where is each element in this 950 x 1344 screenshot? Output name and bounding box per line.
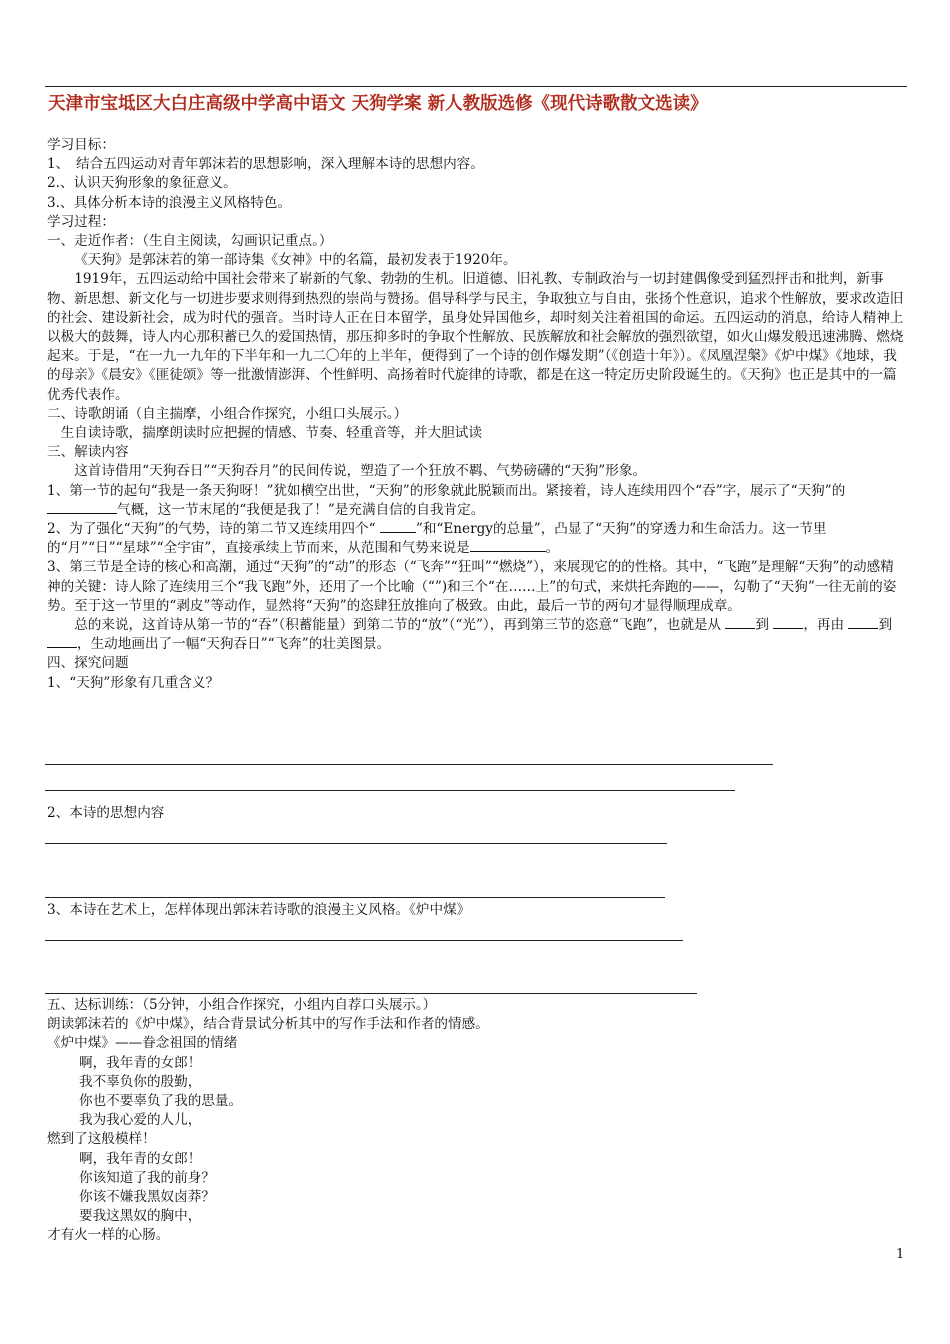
objectives-heading: 学习目标： [47,137,115,153]
section-4-question-2: 2、本诗的思想内容 [47,805,165,821]
poem-line: 啊，我年青的女郎！ [79,1054,202,1071]
section-2-heading: 二、诗歌朗诵（自主揣摩，小组合作探究，小组口头展示。） [47,405,408,422]
poem-line: 你该知道了我的前身？ [79,1169,215,1186]
objective-1: 1、 结合五四运动对青年郭沫若的思想影响，深入理解本诗的思想内容。 [47,156,484,173]
section-5-block [47,996,907,1246]
poem-title: 《炉中煤》——眷念祖国的情绪 [47,1035,238,1052]
q2-blank-1[interactable] [380,520,416,533]
objective-3: 3.、具体分析本诗的浪漫主义风格特色。 [47,194,292,211]
q2-text-b: ”和“Energy的总量”，凸显了“天狗”的穿透力和生命活力。这一节里的“月”“日”“星球”“全宇宙”，直接承续上节而来，从范围和气势来说是 [47,521,827,557]
poem-line: 我为我心爱的人儿， [79,1112,202,1129]
section-1-paragraph-1: 《天狗》是郭沫若的第一部诗集《女神》中的名篇，最初发表于1920年。 [74,252,517,269]
section-4-q2-block [47,804,907,823]
summary-blank-2[interactable] [773,616,803,629]
section-3-question-2 [47,520,907,558]
summary-text-d: 到 [878,617,893,634]
section-4-question-3: 3、本诗在艺术上，怎样体现出郭沫若诗歌的浪漫主义风格。《炉中煤》 [47,902,471,918]
answer-line[interactable] [45,843,667,844]
summary-blank-4[interactable] [47,635,77,648]
section-3-summary [47,616,907,654]
section-5-heading: 五、达标训练：（5分钟，小组合作探究，小组内自荐口头展示。） [47,997,437,1013]
q2-text-c: 。 [545,540,560,557]
summary-text-a: 总的来说，这首诗从第一节的“吞”（积蓄能量）到第二节的“放”（“光”），再到第三节的恣意“飞跑”，也就是从 [74,617,726,634]
poem-line: 你也不要辜负了我的思量。 [79,1093,243,1110]
section-3-intro: 这首诗借用“天狗吞日”“天狗吞月”的民间传说，塑造了一个狂放不羁、气势磅礴的“天狗”形象。 [74,463,647,480]
poem-line: 燃到了这般模样！ [47,1131,156,1148]
answer-line[interactable] [45,790,735,791]
document-body [47,136,907,693]
poem-line: 我不辜负你的殷勤， [79,1073,202,1090]
q1-blank[interactable] [47,501,117,514]
section-1-heading: 一、走近作者：（生自主阅读，勾画识记重点。） [47,233,333,250]
section-5-task: 朗读郭沫若的《炉中煤》，结合背景试分析其中的写作手法和作者的情感。 [47,1016,489,1033]
answer-line[interactable] [45,940,683,941]
summary-text-e: ，生动地画出了一幅“天狗吞日”“飞奔”的壮美图景。 [77,636,391,653]
summary-blank-1[interactable] [725,616,755,629]
section-4-question-1: 1、“天狗”形象有几重含义？ [47,674,220,691]
section-3-question-3: 3、第三节是全诗的核心和高潮，通过“天狗”的“动”的形态（“飞奔”“狂叫”“燃烧”），来展现它的的性格。其中，“飞跑”是理解“天狗”的动感精神的关键：诗人除了连续用三个“我飞跑”外，还用了一个比喻（“”)和三个“在……上”的句式，来烘托奔跑的——，勾勒了“天狗”一往无前的姿势。至于这一节里的“剥皮”等动作，显然将“天狗”的恣肆狂放推向了极致。由此，最后一节的两句才显得顺理成章。 [47,559,897,614]
answer-line[interactable] [45,897,665,898]
page-number: 1 [896,1247,905,1262]
section-4-q3-block [47,901,907,920]
section-3-question-1 [47,482,907,520]
summary-blank-3[interactable] [848,616,878,629]
section-4-heading: 四、探究问题 [47,655,129,672]
header-rule [45,86,907,87]
poem-line: 要我这黑奴的胸中， [79,1208,202,1225]
poem-line: 你该不嫌我黑奴卤莽？ [79,1189,215,1206]
process-heading: 学习过程： [47,213,115,230]
q1-text-a: 1、第一节的起句“我是一条天狗呀！”犹如横空出世，“天狗”的形象就此脱颖而出。紧接着，诗人连续用四个“吞”字，展示了“天狗”的 [47,482,846,499]
answer-line[interactable] [45,764,773,765]
q2-blank-2[interactable] [470,539,546,552]
summary-text-c: ，再由 [803,617,849,634]
q1-text-b: 气概，这一节末尾的“我便是我了！”是充满自信的自我肯定。 [117,501,485,518]
document-title: 天津市宝坻区大白庄高级中学高中语文 天狗学案 新人教版选修《现代诗歌散文选读》 [48,94,708,114]
section-3-heading: 三、解读内容 [47,444,129,461]
poem-line: 才有火一样的心肠。 [47,1227,170,1244]
section-2-paragraph: 生自读诗歌，揣摩朗读时应把握的情感、节奏、轻重音等，并大胆试读 [60,425,482,442]
objective-2: 2.、认识天狗形象的象征意义。 [47,175,237,192]
section-1-paragraph-2: 1919年，五四运动给中国社会带来了崭新的气象、勃勃的生机。旧道德、旧礼教、专制政治与一切封建偶像受到猛烈抨击和批判，新事物、新思想、新文化与一切进步要求则得到热烈的崇尚与赞扬。倡导科学与民主，争取独立与自由，张扬个性意识，追求个性解放，要求改造旧的社会、建设新社会，成为时代的强音。当时诗人正在日本留学，虽身处异国他乡，却时刻关注着祖国的命运。五四运动的消息，给诗人精神上以极大的鼓舞，诗人内心那积蓄已久的爱国热情，那压抑多时的争取个性解放、民族解放和社会解放的强烈欲望，如火山爆发般迅速沸腾、燃烧起来。于是，“在一九一九年的下半年和一九二〇年的上半年，便得到了一个诗的创作爆发期”（《创造十年》）。《凤凰涅槃》《炉中煤》《地球，我的母亲》《晨安》《匪徒颂》等一批激情澎湃、个性鲜明、高扬着时代旋律的诗歌，都是在这一特定历史阶段诞生的。《天狗》也正是其中的一篇优秀代表作。 [47,271,904,403]
q2-text-a: 2、为了强化“天狗”的气势，诗的第二节又连续用四个“ [47,521,380,538]
answer-line[interactable] [45,993,697,994]
summary-text-b: 到 [755,617,774,634]
poem-line: 啊，我年青的女郎！ [79,1150,202,1167]
